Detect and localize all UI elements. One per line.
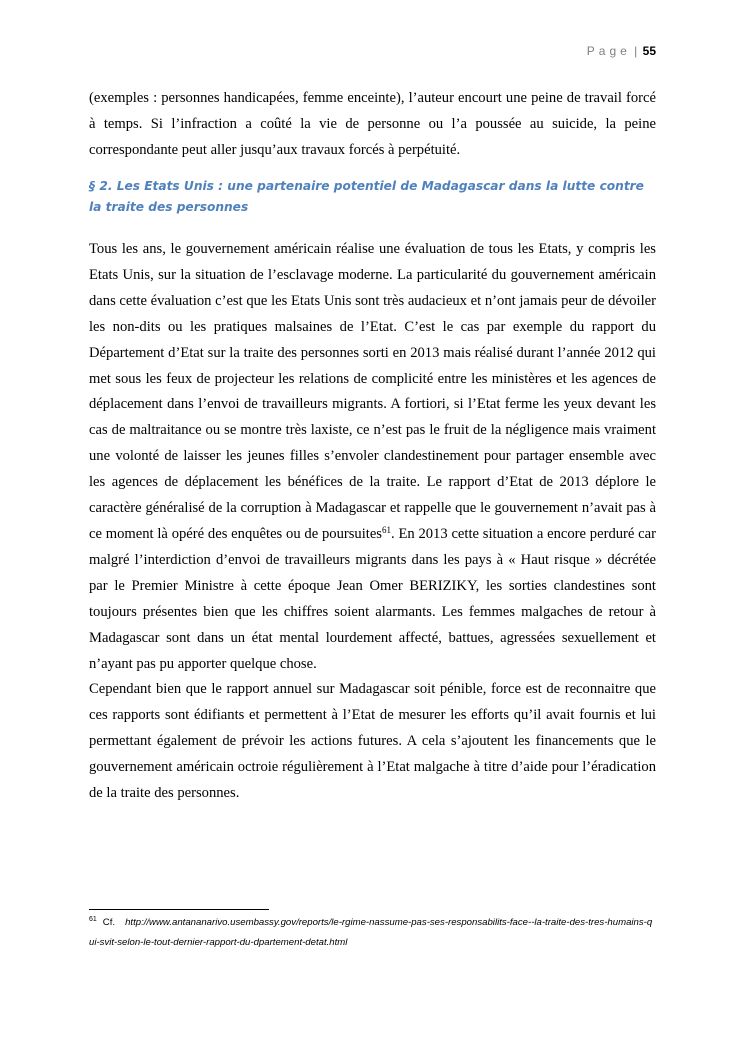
page-header [587,44,656,58]
section-heading: § 2. Les Etats Unis : une partenaire potentiel de Madagascar dans la lutte contre la traite des personnes [89,179,644,214]
footnote-divider [89,909,269,910]
paragraph-3: Cependant bien que le rapport annuel sur Madagascar soit pénible, force est de reconnaitre que ces rapports sont édifiants et permettent à l’Etat de mesurer les efforts qu’il avait fournis et lui permettant également de prévoir les actions futures. A cela s’ajoutent les financements que le gouvernement américain octroie régulièrement à l’Etat malgache à titre d’aide pour l’éradication de la traite des personnes. [89,681,656,802]
page-label: Page [586,44,631,58]
footnote-prefix: Cf. [102,917,116,928]
header-separator: | [634,44,638,58]
paragraph-2 [89,237,656,677]
paragraph-1 [89,86,656,164]
paragraph-1-text: (exemples : personnes handicapées, femme enceinte), l’auteur encourt une peine de travail forcé à temps. Si l’infraction a coûté la vie de personne ou l’a poussée au suicide, la peine correspondante peut aller jusqu’aux travaux forcés à perpétuité. [89,90,656,158]
paragraph-2-text-b: . En 2013 cette situation a encore perduré car malgré l’interdiction d’envoi de travailleurs migrants dans les pays à « Haut risque » décrétée par le Premier Ministre à cette époque Jean Omer BERIZIKY, les sorties clandestines sont toujours présentes bien que les chiffres soient alarmants. Les femmes malgaches de retour à Madagascar sont dans un état mental lourdement affecté, battues, agressées sexuellement et n’ayant pas pu apporter quelque chose. [89,525,656,672]
footnote-number: 61 [89,916,97,923]
footnote [89,913,656,953]
body-paragraphs [89,237,656,807]
footnote-reference[interactable]: 61 [382,524,391,535]
footnote-link[interactable]: http://www.antananarivo.usembassy.gov/reports/le-rgime-nassume-pas-ses-responsabilits-face--la-traite-des-tres-humains-qui-svit-selon-le-tout-dernier-rapport-du-dpartement-detat.html [89,917,653,948]
paragraph-2-text-a: Tous les ans, le gouvernement américain réalise une évaluation de tous les Etats, y compris les Etats Unis, sur la situation de l’esclavage moderne. La particularité du gouvernement américain dans cette évaluation c’est que les Etats Unis sont très audacieux et n’ont jamais peur de dévoiler les non-dits ou les pratiques malsaines de l’Etat. C’est le cas par exemple du rapport du Département d’Etat sur la traite des personnes sorti en 2013 mais réalisé durant l’année 2012 qui met sous les feux de projecteur les relations de complicité entre les ministères et les agences de déplacement dans l’envoi de travailleurs migrants. A fortiori, si l’Etat ferme les yeux devant les cas de maltraitance ou se montre très laxiste, ce n’est pas le fruit de la négligence mais vraiment une volonté de laisser les jeunes filles s’envoler clandestinement pour partager ensemble avec les agences de déplacement les bénéfices de la traite. Le rapport d’Etat de 2013 déplore le caractère généralisé de la corruption à Madagascar et rappelle que le gouvernement n’avait pas à ce moment là opéré des enquêtes ou de poursuites [89,241,656,542]
page-number: 55 [642,44,656,58]
